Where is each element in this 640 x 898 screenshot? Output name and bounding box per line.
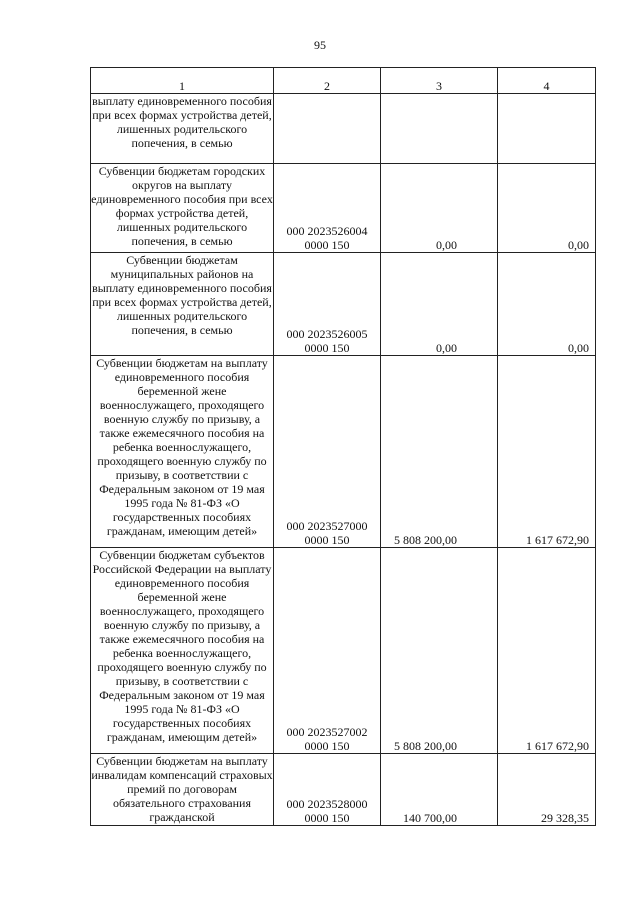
row-code: 000 2023528000 0000 150 xyxy=(274,754,381,826)
row-amount-col3 xyxy=(381,94,498,164)
row-amount-col4: 1 617 672,90 xyxy=(498,548,596,754)
row-amount-col3: 140 700,00 xyxy=(381,754,498,826)
row-code: 000 2023527000 0000 150 xyxy=(274,356,381,548)
row-amount-col3: 5 808 200,00 xyxy=(381,356,498,548)
column-header-1: 1 xyxy=(91,68,274,94)
table-row xyxy=(91,94,596,164)
row-amount-col4 xyxy=(498,94,596,164)
row-name: Субвенции бюджетам на выплату инвалидам компенсаций страховых премий по договорам обязательного страхования гражданской xyxy=(91,754,273,824)
row-name: Субвенции бюджетам на выплату единовременного пособия беременной жене военнослужащего, проходящего военную службу по призыву, а также ежемесячного пособия на ребенка военнослужащего, проходящего военную службу по призыву, в соответствии с Федеральным законом от 19 мая 1995 года № 81-ФЗ «О государственных пособиях гражданам, имеющим детей» xyxy=(91,356,274,548)
page-number: 95 xyxy=(314,38,326,52)
row-name: Субвенции бюджетам субъектов Российской Федерации на выплату единовременного пособия беременной жене военнослужащего, проходящего военную службу по призыву, а также ежемесячного пособия на ребенка военнослужащего, проходящего военную службу по призыву, в соответствии с Федеральным законом от 19 мая 1995 года № 81-ФЗ «О государственных пособиях гражданам, имеющим детей» xyxy=(91,548,274,754)
row-code: 000 2023527002 0000 150 xyxy=(274,548,381,754)
row-name: Субвенции бюджетам муниципальных районов на выплату единовременного пособия при всех формах устройства детей, лишенных родительского попечения, в семью xyxy=(91,253,274,356)
row-amount-col3: 5 808 200,00 xyxy=(381,548,498,754)
table-row xyxy=(91,356,596,548)
row-code: 000 2023526005 0000 150 xyxy=(274,253,381,356)
row-amount-col4: 1 617 672,90 xyxy=(498,356,596,548)
column-header-4: 4 xyxy=(498,68,596,94)
table-header-row xyxy=(91,68,596,94)
budget-table xyxy=(90,67,596,826)
row-amount-col4: 0,00 xyxy=(498,253,596,356)
row-amount-col3: 0,00 xyxy=(381,164,498,253)
row-amount-col4: 0,00 xyxy=(498,164,596,253)
row-code xyxy=(274,94,381,164)
column-header-3: 3 xyxy=(381,68,498,94)
table-row xyxy=(91,754,596,826)
row-name: выплату единовременного пособия при всех формах устройства детей, лишенных родительского попечения, в семью xyxy=(91,94,274,164)
column-header-2: 2 xyxy=(274,68,381,94)
row-name: Субвенции бюджетам городских округов на выплату единовременного пособия при всех формах устройства детей, лишенных родительского попечения, в семью xyxy=(91,164,274,253)
row-amount-col3: 0,00 xyxy=(381,253,498,356)
table-row xyxy=(91,548,596,754)
row-amount-col4: 29 328,35 xyxy=(498,754,596,826)
table-row xyxy=(91,253,596,356)
row-code: 000 2023526004 0000 150 xyxy=(274,164,381,253)
table-row xyxy=(91,164,596,253)
